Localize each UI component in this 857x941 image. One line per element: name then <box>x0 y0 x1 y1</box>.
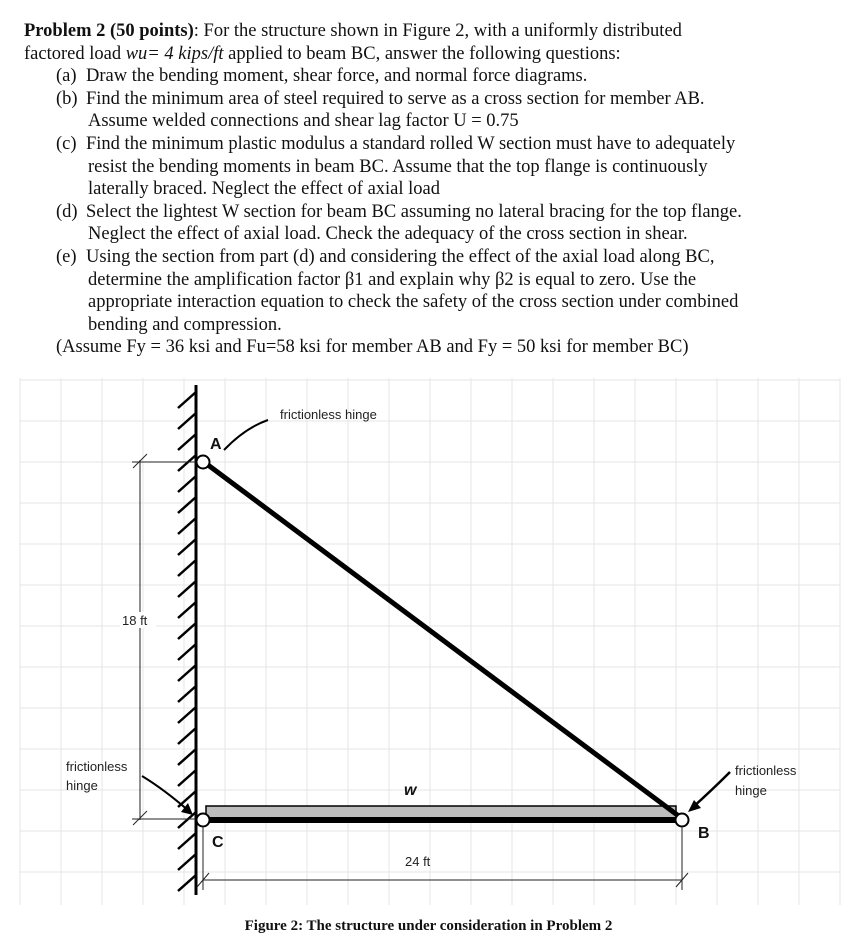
part-e-line-4: bending and compression. <box>88 314 282 335</box>
hinge-a-annotation: frictionless hinge <box>280 407 377 422</box>
part-b-line-1: Find the minimum area of steel required to serve as a cross section for member AB. <box>86 88 705 109</box>
problem-heading: Problem 2 (50 points) <box>24 21 194 41</box>
hatch-mark <box>178 812 196 828</box>
hatch-mark <box>178 623 196 639</box>
dim-24ft-label: 24 ft <box>405 854 431 869</box>
hatch-mark <box>178 644 196 660</box>
hatch-mark <box>178 770 196 786</box>
hatch-mark <box>178 602 196 618</box>
part-d-line-1: Select the lightest W section for beam BC assuming no lateral bracing for the top flange. <box>86 201 742 222</box>
part-b-tag: (b) <box>56 88 78 109</box>
hatch-mark <box>178 686 196 702</box>
part-a-line-1: Draw the bending moment, shear force, and normal force diagrams. <box>86 66 588 87</box>
assumption-line: (Assume Fy = 36 ksi and Fu=58 ksi for member AB and Fy = 50 ksi for member BC) <box>56 337 689 358</box>
wall-hatching <box>178 392 196 891</box>
hatch-mark <box>178 728 196 744</box>
part-b-line-2: Assume welded connections and shear lag factor U = 0.75 <box>88 111 519 132</box>
hatch-mark <box>178 581 196 597</box>
hatch-mark <box>178 539 196 555</box>
intro-text-2a: factored load <box>24 43 126 64</box>
label-b: B <box>698 825 710 842</box>
part-e-line-2: determine the amplification factor β1 and explain why β2 is equal to zero. Use the <box>88 269 697 290</box>
distributed-load-block <box>206 806 676 818</box>
part-d-line-2: Neglect the effect of axial load. Check the adequacy of the cross section in shear. <box>88 224 688 245</box>
hinge-c-annotation-1: frictionless <box>66 759 128 774</box>
hatch-mark <box>178 560 196 576</box>
hatch-mark <box>178 833 196 849</box>
label-w: w <box>404 782 417 799</box>
part-a-tag: (a) <box>56 66 77 87</box>
intro-text-2b: applied to beam BC, answer the following questions: <box>223 43 621 64</box>
part-c-line-3: laterally braced. Neglect the effect of axial load <box>88 179 440 200</box>
hinge-b-annotation-2: hinge <box>735 783 767 798</box>
hinge-c <box>197 814 210 827</box>
label-c: C <box>212 834 224 851</box>
load-value: wu= 4 kips/ft <box>125 43 224 64</box>
hatch-mark <box>178 854 196 870</box>
hinge-b <box>676 814 689 827</box>
hatch-mark <box>178 749 196 765</box>
background-grid <box>20 378 840 905</box>
arrow-hinge-a <box>224 420 268 450</box>
hatch-mark <box>178 875 196 891</box>
hatch-mark <box>178 518 196 534</box>
part-c-line-2: resist the bending moments in beam BC. Assume that the top flange is continuously <box>88 156 708 177</box>
hatch-mark <box>178 434 196 450</box>
hatch-mark <box>178 707 196 723</box>
part-c-line-1: Find the minimum plastic modulus a standard rolled W section must have to adequately <box>86 133 736 154</box>
hatch-mark <box>178 497 196 513</box>
part-e-line-3: appropriate interaction equation to check the safety of the cross section under combined <box>88 292 739 313</box>
label-a: A <box>210 436 222 453</box>
hatch-mark <box>178 476 196 492</box>
hinge-b-annotation-1: frictionless <box>735 763 797 778</box>
dim-18ft-label: 18 ft <box>122 613 148 628</box>
figure-caption: Figure 2: The structure under consideration in Problem 2 <box>244 918 613 934</box>
part-c-tag: (c) <box>56 133 77 154</box>
part-e-tag: (e) <box>56 246 77 267</box>
hinge-a <box>197 456 210 469</box>
member-ab <box>204 462 680 817</box>
hatch-mark <box>178 455 196 471</box>
hatch-mark <box>178 392 196 408</box>
part-d-tag: (d) <box>56 201 78 222</box>
part-e-line-1: Using the section from part (d) and considering the effect of the axial load along BC, <box>86 246 715 267</box>
hinge-c-annotation-2: hinge <box>66 778 98 793</box>
intro-text-1: : For the structure shown in Figure 2, with a uniformly distributed <box>193 21 682 41</box>
